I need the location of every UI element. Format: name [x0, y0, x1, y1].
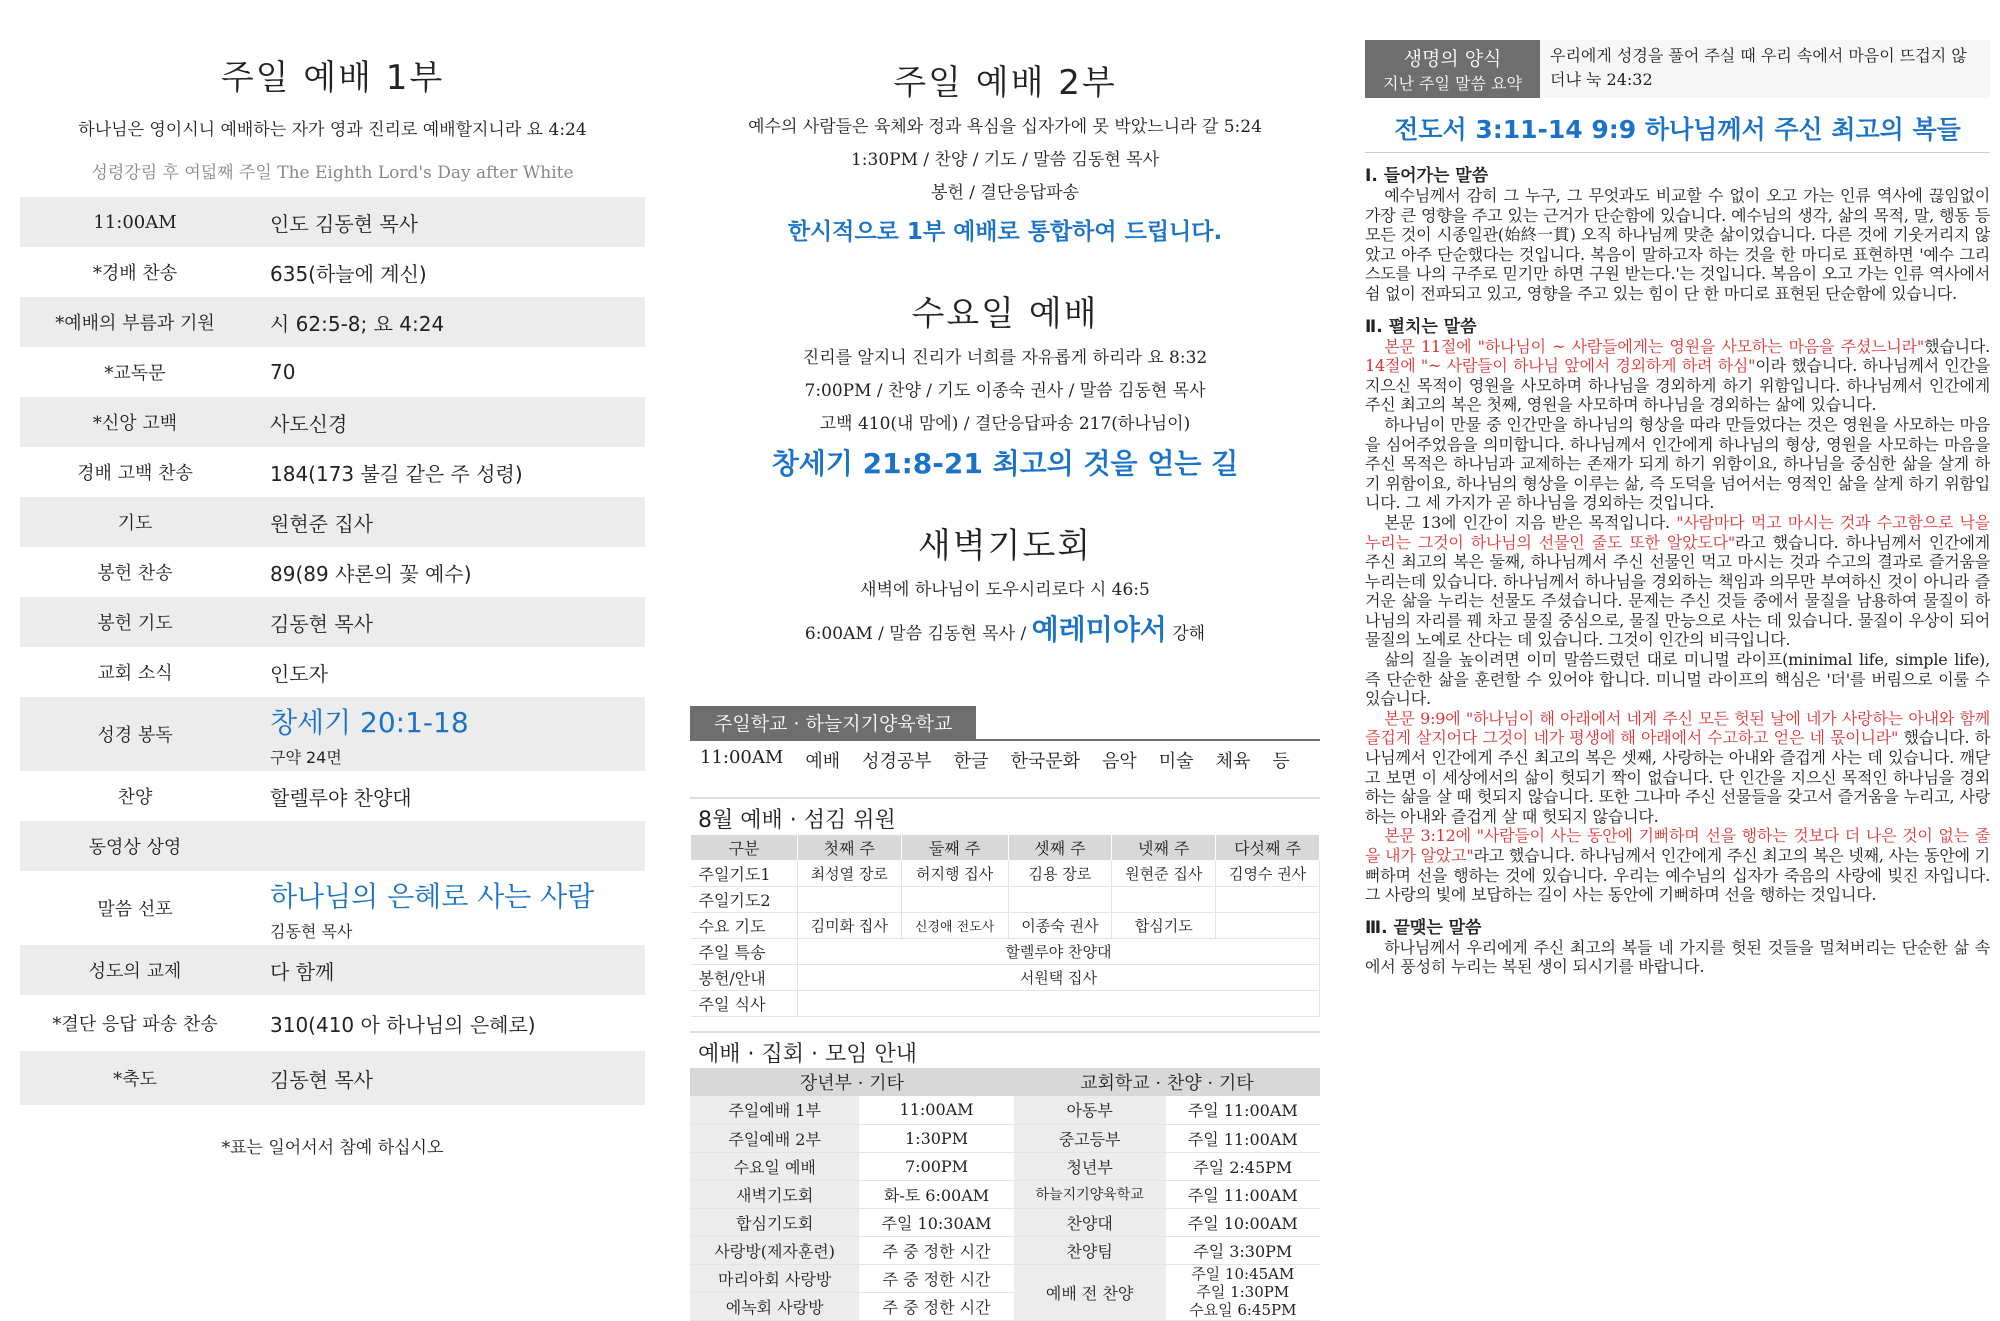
scripture-reading-row: 성경 봉독 창세기 20:1-18 구약 24면	[20, 697, 645, 771]
order-of-worship	[20, 197, 645, 1105]
sunday-service-1-column	[20, 0, 645, 1213]
table-row: 봉헌/안내 서원택 집사	[691, 965, 1320, 991]
order-row: *축도 김동현 목사	[20, 1051, 645, 1105]
paragraph: 본문 13에 인간이 지음 받은 목적입니다. "사람마다 먹고 마시는 것과 수고함으로 낙을 누리는 그것이 하나님의 선물인 줄도 또한 알았도다"라고 했습니다. 하나님께서 인간에게 주신 최고의 복은 둘째, 하나님께서 주신 선물인 먹고 마시는 것과 수고의 결과로 즐거움을 누리는데 있습니다. 하나님께서 하나님을 경외하는 책임과 의무만 부여하신 것이 아니라 즐거운 삶을 누리는 선물도 주셨습니다. 문제는 주신 것들 중에서 물질을 남용하여 물질이 하나님의 자리를 꿰 차고 물질 중심으로, 물질 만능으로 사는 데 있습니다. 물질이 우상이 되어 물질의 노예로 산다는 데 있습니다. 그것이 인간의 비극입니다.	[1365, 512, 1990, 650]
summary-label-box: 생명의 양식 지난 주일 말씀 요약	[1365, 40, 1540, 98]
table-row: 마리아회 사랑방 주 중 정한 시간 예배 전 찬양 주일 10:45AM 주일 1:30PM 수요일 6:45PM	[690, 1264, 1320, 1292]
service-1-subtitle: 성령강림 후 여덟째 주일 The Eighth Lord's Day after White	[91, 163, 574, 183]
service-2-notice: 한시적으로 1부 예배로 통합하여 드립니다.	[787, 219, 1223, 245]
standing-footnote: *표는 일어서서 참예 하십시오	[221, 1138, 444, 1158]
table-row: 주일기도2	[691, 887, 1320, 913]
sunday-school-items: 11:00AM 예배 성경공부 한글 한국문화 음악 미술 체육 등	[690, 739, 1320, 783]
order-row: *경배 찬송 635(하늘에 계신)	[92, 261, 427, 286]
sermon-title: 하나님의 은혜로 사는 사람	[270, 879, 595, 913]
table-row: 수요일 예배 7:00PM 청년부 주일 2:45PM	[690, 1152, 1320, 1180]
sermon-row: 말씀 선포 하나님의 은혜로 사는 사람 김동현 목사	[20, 871, 645, 945]
scripture-reference: 창세기 20:1-18	[270, 705, 469, 739]
section-heading: Ⅱ. 펼치는 말씀	[1365, 316, 1477, 337]
sermon-summary-column	[1365, 0, 1990, 1213]
service-1-verse: 하나님은 영이시니 예배하는 자가 영과 진리로 예배할지니라 요 4:24	[78, 120, 587, 140]
table-row: 수요 기도 김미화 집사 신경애 전도사 이종숙 권사 합심기도	[691, 913, 1320, 939]
service-2-order-2: 봉헌 / 결단응답파송	[931, 183, 1079, 203]
paragraph: 본문 9:9에 "하나님이 해 아래에서 네게 주신 모든 헛된 날에 네가 사랑하는 아내와 함께 즐겁게 살지어다 그것이 네가 평생에 해 아래에서 수고하고 얻은 네 몫이니라" 했습니다. 하나님께서 인간에게 주신 최고의 복은 셋째, 사랑하는 아내와 즐겁게 사는 데 있습니다. 깨닫고 보면 이 세상에서의 삶이 헛되기 짝이 없습니다. 단 인간을 지으신 목적인 하나님을 경외하는 삶을 살 때 헛되지 않습니다. 또한 그나마 주신 선물들을 갖고서 즐거움을 누리고, 사랑하는 아내와 즐겁게 살 때 헛되지 않습니다.	[1365, 708, 1990, 826]
table-row: 주일예배 1부 11:00AM 아동부 주일 11:00AM	[690, 1096, 1320, 1124]
summary-header	[1365, 40, 1990, 98]
section-heading: Ⅲ. 끝맺는 말씀	[1365, 917, 1482, 938]
meetings-table: 장년부 · 기타 교회학교 · 찬양 · 기타 주일예배 1부 11:00AM 아동부 주일 11:00AM 주일예배 2부 1:30PM 중고등부 주일 11:00AM 수요일 예배 7:00PM 청년부 주일 2:45PM 새벽기도회 화-토 6:00AM 하늘지기양육학교 주일 11:00AM 합심기도회 주일 10:30AM 찬양대 주일 10:00AM 사랑방(제자훈련) 주 중 정한 시간 찬양팀 주일 3:30PM 마리아회 사랑방 주 중 정한 시간 예배 전 찬양 주일 10:45AM 주일 1:30PM 수요일 6:45PM 에녹회 사랑방 주 중 정한 시간	[690, 1068, 1320, 1321]
table-row: 주일 특송 할렐루야 찬양대	[691, 939, 1320, 965]
wednesday-order-2: 고백 410(내 맘에) / 결단응답파송 217(하나님이)	[819, 414, 1191, 434]
dawn-prayer-title: 새벽기도회	[917, 526, 1093, 566]
order-row: 성도의 교제 다 함께	[20, 945, 645, 995]
order-row: 교회 소식 인도자	[97, 661, 328, 686]
wednesday-order: 7:00PM / 찬양 / 기도 이종숙 권사 / 말씀 김동현 목사	[804, 381, 1206, 401]
paragraph: 하나님께서 우리에게 주신 최고의 복들 네 가지를 헛된 것들을 멀쳐버리는 단순한 삶 속에서 풍성히 누리는 복된 생이 되시기를 바랍니다.	[1365, 937, 1990, 977]
dawn-prayer-book: 예레미야서	[1031, 613, 1167, 646]
order-row: *신앙 고백 사도신경	[20, 397, 645, 447]
order-row: 찬양 할렐루야 찬양대	[117, 785, 412, 810]
table-row: 주일예배 2부 1:30PM 중고등부 주일 11:00AM	[690, 1124, 1320, 1152]
meetings-title: 예배 · 집회 · 모임 안내	[690, 1031, 1320, 1068]
duty-roster-table: 구분 첫째 주 둘째 주 셋째 주 넷째 주 다섯째 주 주일기도1 최성열 장로 허지행 집사 김용 장로 원현준 집사 김영수 권사 주일기도2 수요 기도 김미화 집사 신경애 전도사 이종숙 권사 합심기도 주일 특송 할렐루야 찬양대 봉헌/안내 서원택 집사 주일 식사	[690, 834, 1320, 1017]
paragraph: 본문 3:12에 "사람들이 사는 동안에 기뻐하며 선을 행하는 것보다 더 나은 것이 없는 줄을 내가 알았고"라고 했습니다. 하나님께서 인간에게 주신 최고의 복은 넷째, 사는 동안에 기뻐하며 선을 행하는 것에 있습니다. 우리는 예수님의 십자가 죽음의 사랑에 빚진 자입니다. 그 사랑의 빛에 보답하는 길이 사는 동안에 기뻐하며 선을 행하는 것입니다.	[1365, 826, 1991, 905]
table-row: 에녹회 사랑방 주 중 정한 시간	[690, 1292, 1320, 1320]
table-row: 합심기도회 주일 10:30AM 찬양대 주일 10:00AM	[690, 1208, 1320, 1236]
paragraph: 예수님께서 감히 그 누구, 그 무엇과도 비교할 수 없이 오고 가는 인류 역사에 끊임없이 가장 큰 영향을 주고 있는 근거가 단순함에 있습니다. 예수님의 생각, 삶의 목적, 말, 행동 등 모든 것이 시종일관(始終一貫) 오직 하나님께 맞춘 삶이었습니다. 다른 것에 기웃거리지 않았고 아주 단순했다는 것입니다. 복음이 말하고자 하는 것을 한 마디로 표현하면 '예수 그리스도를 나의 구주로 믿기만 하면 구원 받는다.'는 것입니다. 복음이 오고 가는 인류 역사에서 쉼 없이 전파되고 있고, 영향을 주고 있는 힘이 단 한 마디로 표현된 단순함에 있습니다.	[1365, 186, 1990, 303]
table-row: 주일기도1 최성열 장로 허지행 집사 김용 장로 원현준 집사 김영수 권사	[691, 861, 1320, 887]
order-row: 동영상 상영	[20, 821, 645, 871]
paragraph: 삶의 질을 높이려면 이미 말씀드렸던 대로 미니멀 라이프(minimal life, simple life), 즉 단순한 삶을 훈련할 수 있어야 합니다. 미니멀 라이프의 핵심은 '더'를 버림으로 이룰 수 있습니다.	[1365, 650, 1990, 709]
table-row: 사랑방(제자훈련) 주 중 정한 시간 찬양팀 주일 3:30PM	[690, 1236, 1320, 1264]
paragraph: 하나님이 만물 중 인간만을 하나님의 형상을 따라 만들었다는 것은 영원을 사모하는 마음을 심어주었음을 의미합니다. 하나님께서 인간에게 하나님의 형상, 영원을 사모하는 마음을 주신 목적은 하나님과 교제하는 존재가 되게 하기 위함이요, 하나님을 중심한 삶을 살게 하기 위함이요, 하나님의 형상을 이루는 삶, 즉 도덕을 넘어서는 영적인 삶을 살게 하기 위함입니다. 그 세 가지가 곧 하나님을 경외하는 것입니다.	[1365, 414, 1990, 513]
service-2-order: 1:30PM / 찬양 / 기도 / 말씀 김동현 목사	[850, 150, 1160, 170]
table-row: 주일 식사	[691, 991, 1320, 1017]
service-1-title: 주일 예배 1부	[220, 58, 445, 98]
duty-roster-title: 8월 예배 · 섬김 위원	[690, 797, 1320, 834]
dawn-prayer-order: 6:00AM / 말씀 김동현 목사 / 예레미야서 강해	[804, 613, 1206, 646]
sunday-school-header: 주일학교 · 하늘지기양육학교	[690, 706, 976, 739]
wednesday-title: 수요일 예배	[911, 294, 1099, 334]
other-services-column	[690, 0, 1320, 1319]
wednesday-sermon: 창세기 21:8-21 최고의 것을 얻는 길	[771, 447, 1239, 480]
order-row: 봉헌 기도 김동현 목사	[20, 597, 645, 647]
order-row: *결단 응답 파송 찬송 310(410 아 하나님의 은혜로)	[52, 1012, 536, 1037]
service-2-verse: 예수의 사람들은 육체와 정과 욕심을 십자가에 못 박았느니라 갈 5:24	[748, 117, 1262, 137]
order-row: *예배의 부름과 기원 시 62:5-8; 요 4:24	[20, 297, 645, 347]
order-row: 경배 고백 찬송 184(173 불길 같은 주 성령)	[77, 461, 523, 486]
paragraph: 본문 11절에 "하나님이 ~ 사람들에게는 영원을 사모하는 마음을 주셨느니라"했습니다. 14절에 "~ 사람들이 하나님 앞에서 경외하게 하려 하심"이라 했습니다. 하나님께서 인간을 지으신 목적이 영원을 사모하며 하나님을 경외하게 하기 위함입니다. 하나님께서 인간에게 주신 최고의 복은 첫째, 영원을 사모하며 하나님을 경외하는 삶에 있습니다.	[1365, 336, 1990, 415]
section-heading: Ⅰ. 들어가는 말씀	[1365, 166, 1489, 186]
wednesday-verse: 진리를 알지니 진리가 너희를 자유롭게 하리라 요 8:32	[802, 348, 1208, 368]
order-row: *교독문 70	[104, 360, 296, 384]
dawn-prayer-verse: 새벽에 하나님이 도우시리로다 시 46:5	[860, 580, 1150, 600]
order-row: 11:00AM 인도 김동현 목사	[20, 197, 645, 247]
order-row: 봉헌 찬송 89(89 샤론의 꽃 예수)	[97, 561, 472, 586]
table-row: 새벽기도회 화-토 6:00AM 하늘지기양육학교 주일 11:00AM	[690, 1180, 1320, 1208]
service-2-title: 주일 예배 2부	[893, 63, 1117, 103]
summary-quote: 우리에게 성경을 풀어 주실 때 우리 속에서 마음이 뜨겁지 않더냐 눅 24:32	[1540, 40, 1990, 98]
summary-title: 전도서 3:11-14 9:9 하나님께서 주신 최고의 복들	[1365, 110, 1990, 153]
order-row: 기도 원현준 집사	[20, 497, 645, 547]
